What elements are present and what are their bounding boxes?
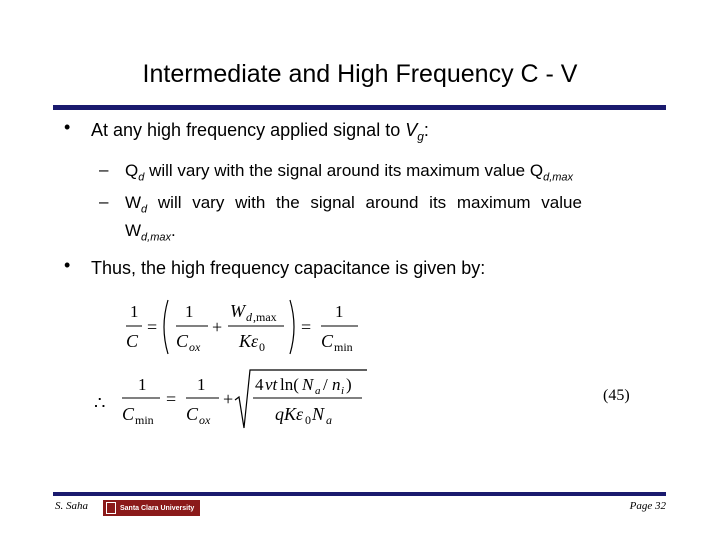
subbullet-1-sub: d: [138, 171, 145, 184]
svg-text:=: =: [301, 317, 312, 337]
svg-text:+: +: [212, 317, 223, 337]
equation-capacitance-series: [118, 294, 368, 360]
subbullet-1-var2: Q: [529, 161, 544, 180]
subbullet-1-var: Q: [125, 161, 139, 180]
subbullet-2-var: W: [125, 193, 142, 212]
svg-text:/: /: [323, 375, 328, 394]
slide-title: Intermediate and High Frequency C - V: [142, 60, 578, 88]
svg-text:Kε: Kε: [239, 331, 259, 351]
footer-divider: [53, 492, 666, 496]
subbullet-2-suffix: .: [171, 221, 176, 241]
svg-text:a: a: [315, 385, 321, 397]
footer-author: S. Saha: [55, 500, 88, 512]
svg-text:ln(: ln(: [280, 375, 299, 394]
svg-text:C: C: [321, 331, 334, 351]
svg-text:ox: ox: [199, 413, 211, 427]
svg-text:i: i: [341, 385, 345, 397]
svg-text:ox: ox: [189, 340, 201, 354]
svg-text:d: d: [246, 310, 252, 324]
bullet-2-text: Thus, the high frequency capacitance is given by:: [91, 258, 486, 278]
svg-text:1: 1: [335, 302, 344, 321]
svg-text:0: 0: [305, 413, 311, 427]
subbullet-2: [125, 192, 653, 249]
svg-text:N: N: [302, 375, 314, 394]
subbullet-1-sub2: d,max: [543, 171, 574, 184]
svg-text:νt: νt: [265, 375, 278, 394]
svg-text:min: min: [135, 413, 154, 427]
svg-text:n: n: [332, 375, 341, 394]
title-divider: [53, 105, 666, 110]
svg-text:+: +: [223, 389, 234, 409]
equation-cmin: [92, 366, 372, 434]
svg-text:C: C: [176, 331, 189, 351]
svg-text:1: 1: [185, 302, 194, 321]
bullet-1-suffix: :: [423, 120, 429, 140]
bullet-1-text: At any high frequency applied signal to: [91, 120, 406, 140]
svg-text:C: C: [186, 404, 199, 424]
svg-text:1: 1: [130, 302, 139, 321]
equation-number: (45): [603, 387, 630, 404]
svg-text:C: C: [122, 404, 135, 424]
svg-text:0: 0: [259, 340, 265, 354]
subbullet-2-sub: d: [141, 203, 148, 216]
svg-text:a: a: [326, 413, 332, 427]
subbullet-marker: –: [99, 192, 109, 211]
subbullet-marker: –: [99, 160, 109, 179]
bullet-1-var: V: [405, 120, 418, 140]
svg-text:∴: ∴: [94, 393, 106, 413]
bullet-marker: •: [64, 255, 71, 275]
subbullet-2-sub2: d,max: [141, 231, 172, 244]
bullet-marker: •: [64, 117, 71, 137]
svg-text:1: 1: [138, 375, 147, 394]
bullet-1-sub: g: [417, 129, 424, 144]
subbullet-2-text: will vary with the signal around its maximum value: [147, 193, 582, 212]
svg-text:C: C: [126, 331, 139, 351]
svg-text:,max: ,max: [253, 310, 277, 324]
svg-text:): ): [346, 375, 352, 394]
subbullet-1-text: will vary with the signal around its maximum value: [144, 161, 530, 180]
page-number: Page 32: [629, 500, 666, 512]
bullet-2: [91, 257, 485, 279]
bullet-1: [91, 119, 429, 148]
svg-text:1: 1: [197, 375, 206, 394]
logo-text: Santa Clara University: [120, 504, 195, 512]
svg-text:qKε: qKε: [275, 404, 304, 424]
svg-text:=: =: [147, 317, 158, 337]
svg-text:W: W: [230, 301, 245, 321]
university-logo: [103, 500, 200, 516]
subbullet-1: [125, 160, 655, 188]
subbullet-2-var2: W: [125, 221, 142, 241]
seal-icon: [106, 502, 116, 514]
svg-text:=: =: [166, 389, 177, 409]
svg-text:N: N: [312, 404, 325, 424]
svg-text:4: 4: [255, 375, 264, 394]
svg-text:min: min: [334, 340, 353, 354]
